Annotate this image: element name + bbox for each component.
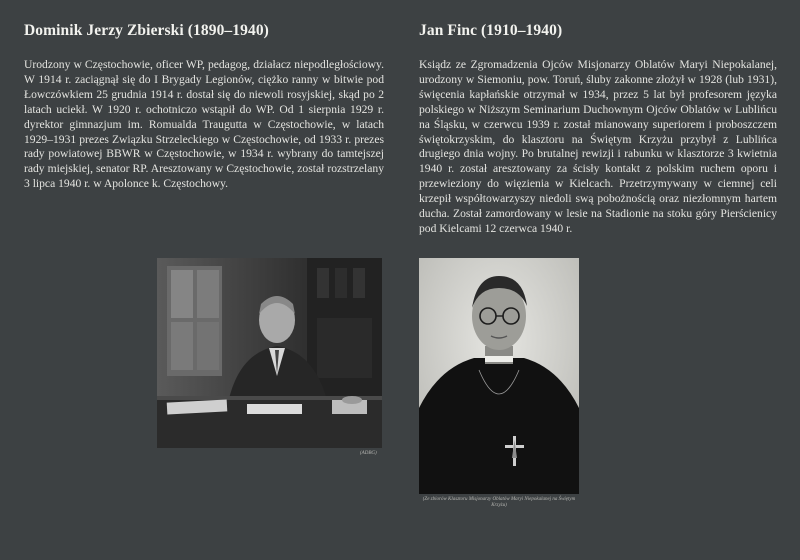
photo-credit-left: (ADBG) <box>360 451 377 456</box>
left-column <box>24 22 384 192</box>
right-bio: Ksiądz ze Zgromadzenia Ojców Misjonarzy Oblatów Maryi Niepokalanej, urodzony w Siemoniu, pow. Toruń, śluby zakonne złożył w 1928 (lub 1931), święcenia kapłańskie otrzymał w 1934, przez 5 lat był profesorem języka polskiego w Niższym Seminarium Duchownym Ojców Oblatów w Lublińcu na Śląsku, w czerwcu 1939 r. został mianowany superiorem i proboszczem świętokrzyskim, do klasztoru na Świętym Krzyżu przybył z Lublińca drugiego dnia wojny. Po brutalnej rewizji i rabunku w klasztorze 3 kwietnia 1940 r. został aresztowany za ścisły kontakt z polskim ruchem oporu i przewieziony do więzienia w Kielcach. Przetrzymywany w ciemnej celi krzepił współtowarzyszy niedoli swą pobożnością oraz niezłomnym hartem ducha. Został zamordowany w lesie na Stadionie na stoku góry Pierścienicy pod Kielcami 12 czerwca 1940 r. <box>419 58 777 235</box>
right-column <box>419 22 777 237</box>
photo-finc <box>419 258 579 494</box>
left-heading: Dominik Jerzy Zbierski (1890–1940) <box>24 22 269 39</box>
right-heading: Jan Finc (1910–1940) <box>419 22 563 39</box>
left-bio: Urodzony w Częstochowie, oficer WP, pedagog, działacz niepodległościowy. W 1914 r. zaciągnął się do I Brygady Legionów, ciężko ranny w bitwie pod Łowczówkiem 25 grudnia 1914 r. dostał się do niewoli rosyjskiej, skąd po 2 latach uciekł. W 1920 r. ochotniczo wstąpił do WP. Od 1 sierpnia 1929 r. dyrektor gimnazjum im. Romualda Traugutta w Częstochowie, w latach 1929–1931 prezes Związku Strzeleckiego w Częstochowie, od 1933 r. prezes rady powiatowej BBWR w Częstochowie, w 1934 r. wybrany do tamtejszej rady miejskiej, senator RP. Aresztowany w Częstochowie, został rozstrzelany 3 lipca 1940 r. w Apolonce k. Częstochowy. <box>24 58 384 191</box>
photo-zbierski <box>157 258 382 448</box>
photo-credit-right: (Ze zbiorów Klasztoru Misjonarzy Oblatów Maryi Niepokalanej na Świętym Krzyżu) <box>422 497 576 508</box>
